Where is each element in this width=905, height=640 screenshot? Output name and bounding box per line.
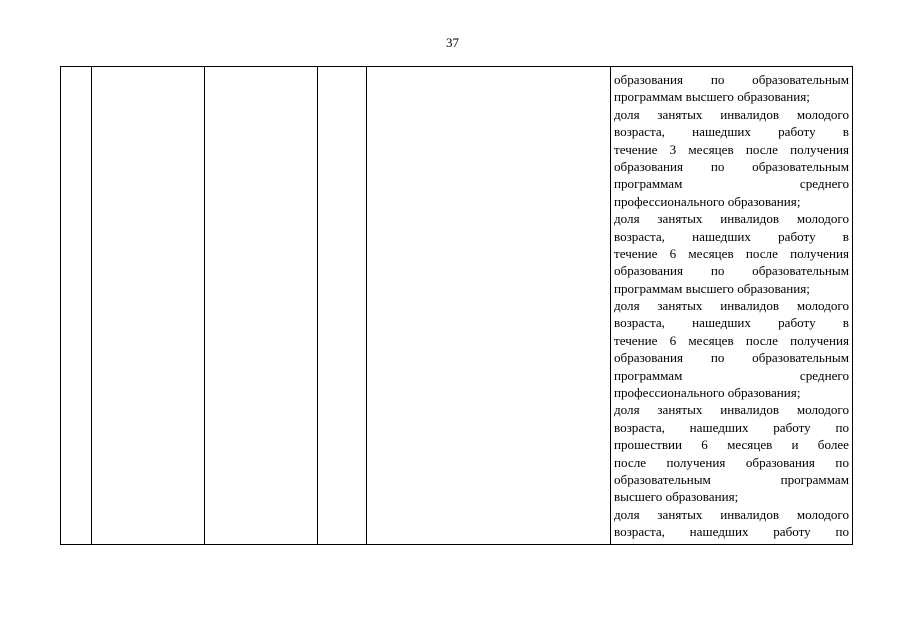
table-cell-indicators <box>611 67 853 545</box>
indicator-text-line: доля занятых инвалидов молодого <box>614 211 849 227</box>
indicator-text-line: прошествии 6 месяцев и более <box>614 437 849 453</box>
indicator-text-line: образовательным программам <box>614 471 849 487</box>
indicator-text-line: течение 3 месяцев после получения <box>614 141 849 157</box>
table-cell-column-5 <box>367 67 611 545</box>
indicator-text-line: программам среднего <box>614 176 849 192</box>
indicator-text-line: профессионального образования; <box>614 193 801 209</box>
indicator-text-line: доля занятых инвалидов молодого <box>614 402 849 418</box>
indicator-text-line: образования по образовательным <box>614 72 849 87</box>
indicator-text-line: образования по образовательным <box>614 158 849 174</box>
indicator-text-line: после получения образования по <box>614 454 849 470</box>
indicator-text-line: течение 6 месяцев после получения <box>614 332 849 348</box>
page-number: 37 <box>446 35 459 50</box>
table-cell-column-3 <box>205 67 318 545</box>
indicator-text-line: возраста, нашедших работу в <box>614 315 849 331</box>
indicator-text-line: профессионального образования; <box>614 385 801 401</box>
indicator-text-line: доля занятых инвалидов молодого <box>614 298 849 314</box>
document-table <box>60 66 853 545</box>
indicator-text-line: течение 6 месяцев после получения <box>614 245 849 261</box>
table-cell-column-4 <box>318 67 367 545</box>
indicator-text-line: программам высшего образования; <box>614 280 810 296</box>
indicator-text-line: высшего образования; <box>614 489 739 505</box>
indicator-text-line: доля занятых инвалидов молодого <box>614 506 849 522</box>
table-cell-number <box>61 67 92 545</box>
indicator-text-line: образования по образовательным <box>614 263 849 279</box>
indicator-text-line: возраста, нашедших работу по <box>614 419 849 435</box>
indicator-text-line: программам среднего <box>614 367 849 383</box>
indicator-text-line: образования по образовательным <box>614 350 849 366</box>
indicator-text-line: возраста, нашедших работу в <box>614 124 849 140</box>
indicator-text-line: возраста, нашедших работу в <box>614 228 849 244</box>
table-cell-column-2 <box>92 67 205 545</box>
indicator-text-line: возраста, нашедших работу по <box>614 524 849 540</box>
indicator-text <box>611 67 852 541</box>
indicator-text-line: доля занятых инвалидов молодого <box>614 106 849 122</box>
table-row <box>61 67 853 545</box>
indicator-text-line: программам высшего образования; <box>614 89 810 105</box>
